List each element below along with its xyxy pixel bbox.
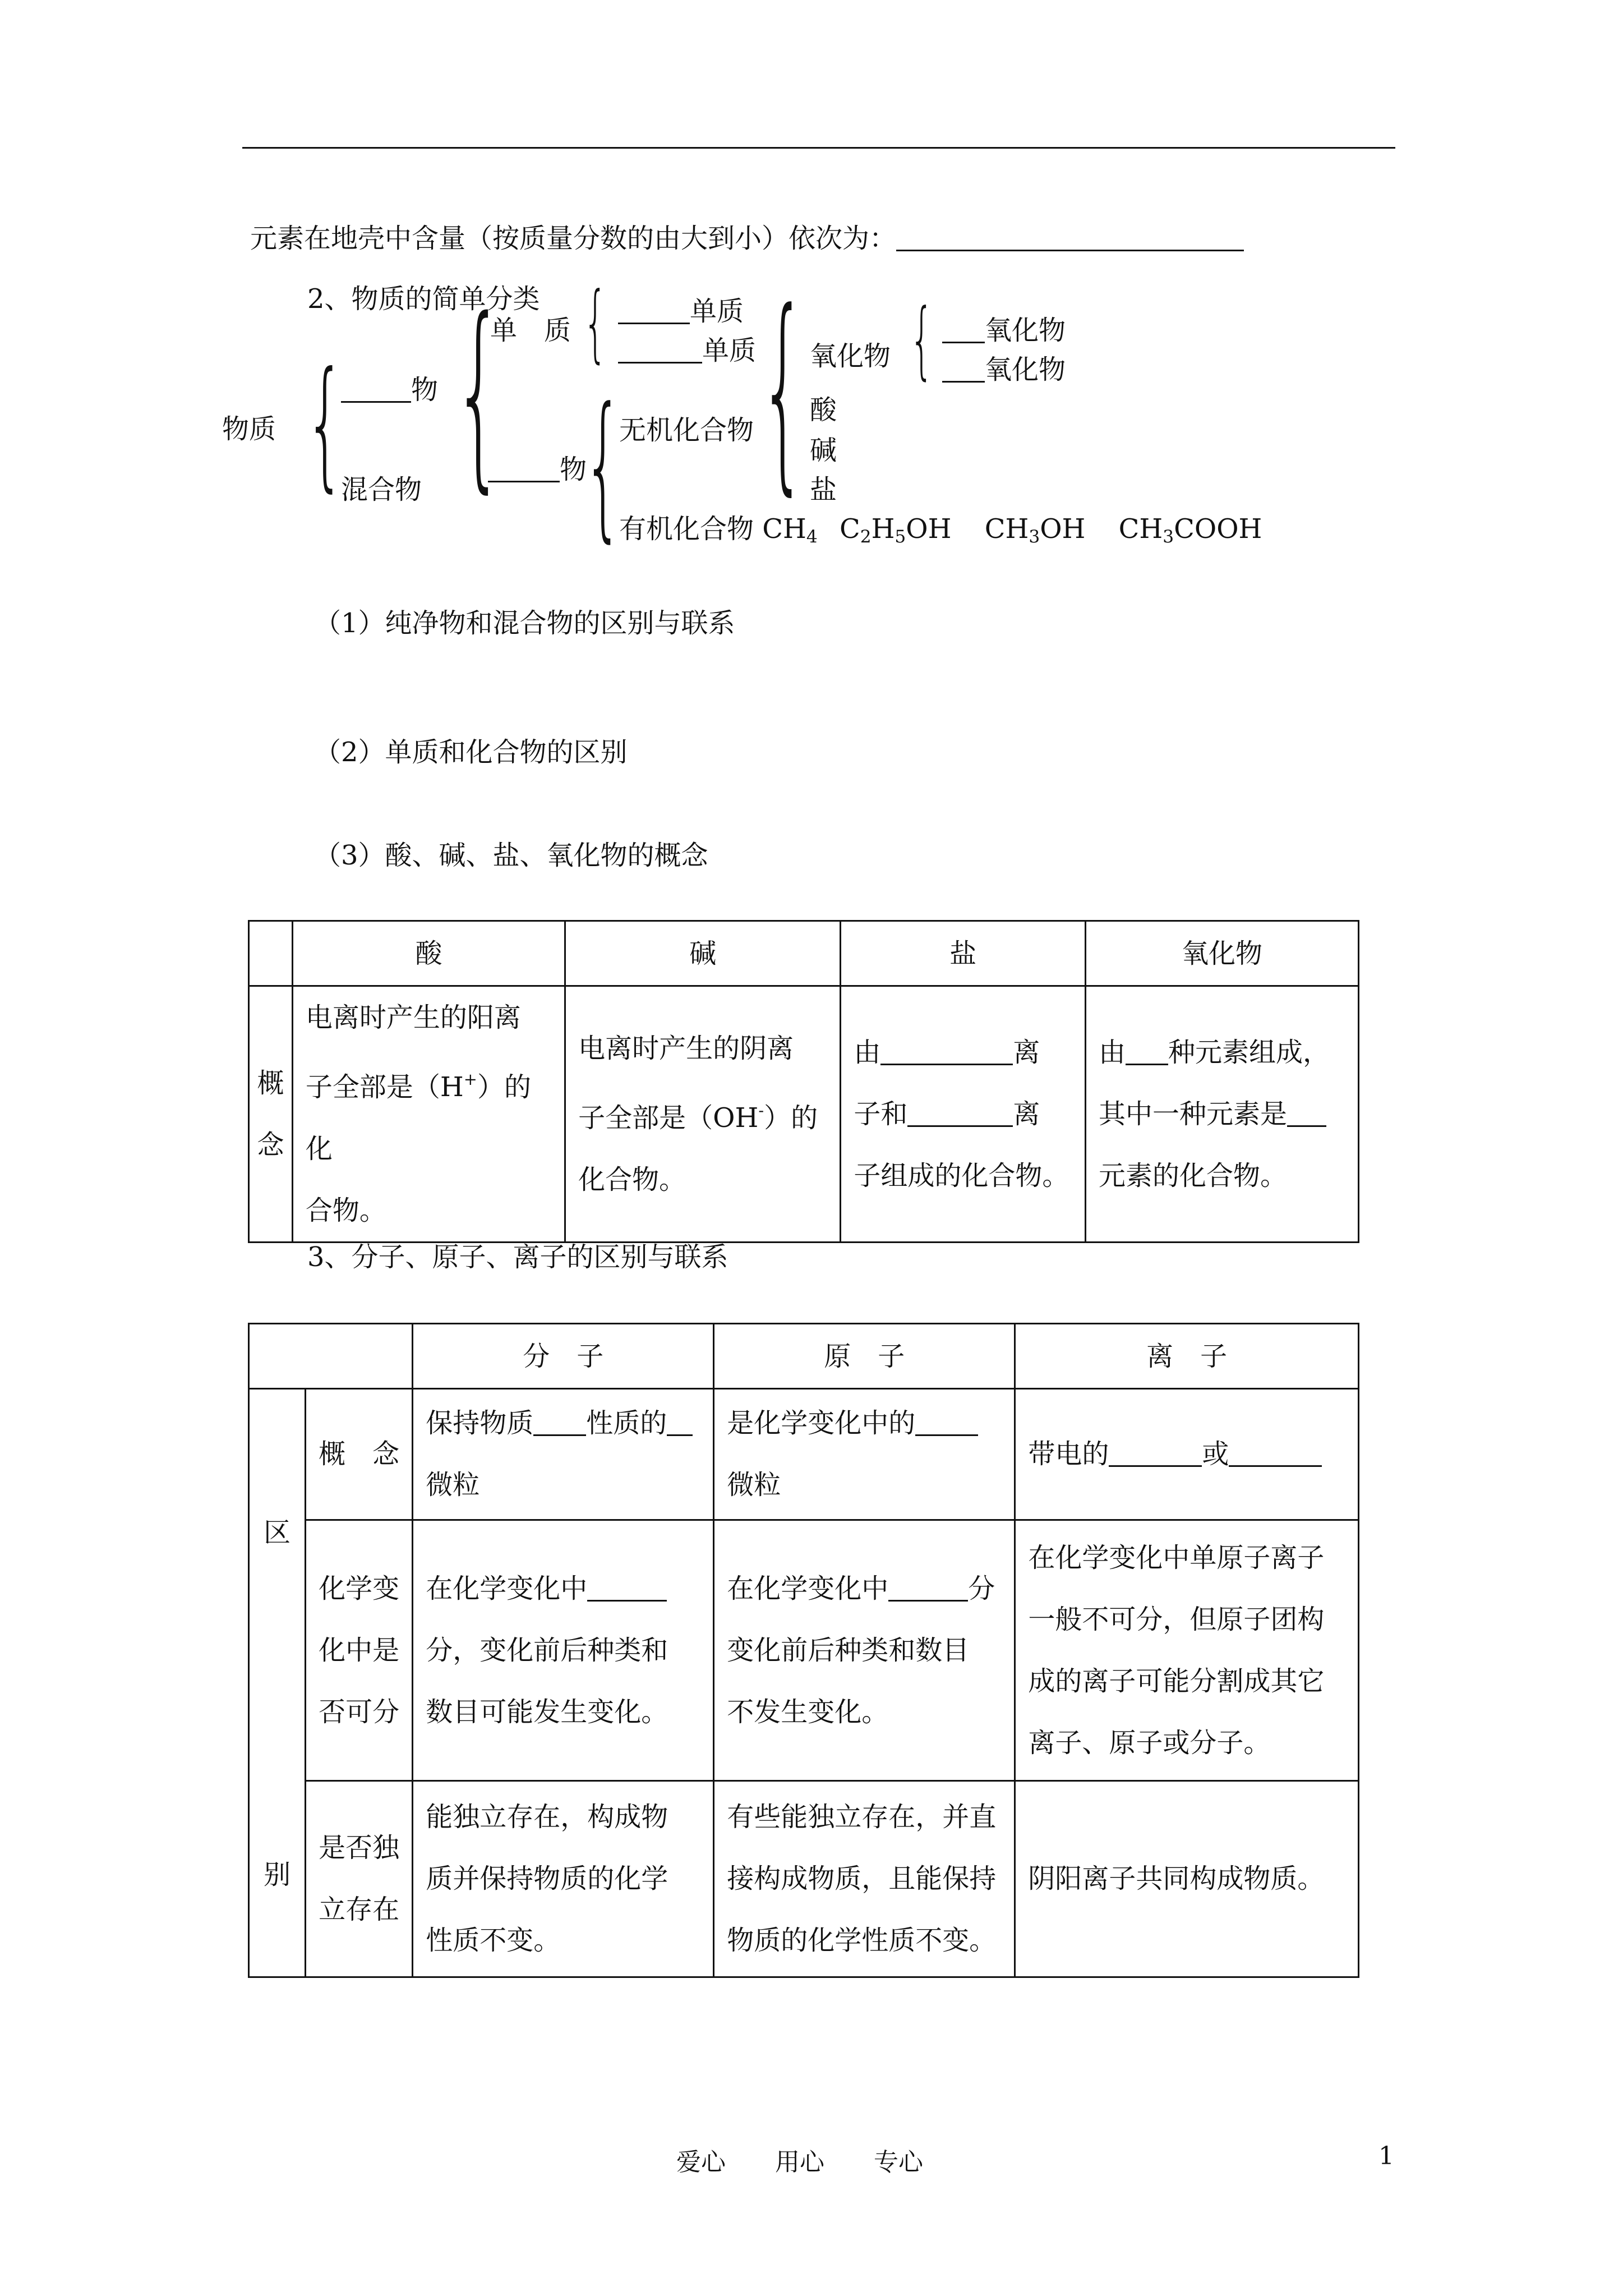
- acid-line-3: 合物。: [305, 1195, 386, 1227]
- acid-node: 酸: [810, 394, 837, 426]
- inorganic-brace: {: [759, 265, 807, 514]
- ethanol-h: H: [871, 513, 895, 545]
- ethanol-c: C: [839, 513, 860, 545]
- divisible-label-3: 否可分: [319, 1696, 400, 1728]
- header-salt: 盐: [841, 921, 1086, 986]
- atom-ind-3: 物质的化学性质不变。: [727, 1925, 997, 1957]
- salt-node: 盐: [810, 474, 837, 505]
- pure-brace: {: [453, 275, 505, 510]
- base-definition: [565, 986, 841, 1243]
- row-label-concept: 概 念: [306, 1389, 413, 1520]
- formula-ch3cooh: [1119, 513, 1262, 545]
- acetic-cooh: COOH: [1174, 513, 1262, 545]
- oxide-line-2: [1099, 1083, 1345, 1145]
- pure-suffix: 物: [411, 374, 439, 406]
- salt-line-2b: 离: [1013, 1098, 1040, 1130]
- header-ion: 离 子: [1015, 1324, 1359, 1389]
- compound-blank: [488, 454, 560, 482]
- atom-div-a: 在化学变化中: [727, 1572, 889, 1604]
- methanol-sub: 3: [1029, 526, 1040, 547]
- ion-div-line-1: 在化学变化中单原子离子: [1028, 1542, 1325, 1573]
- ion-blank-1: [1109, 1438, 1202, 1467]
- ion-div-line-3: 成的离子可能分割成其它: [1028, 1665, 1325, 1697]
- acetic-sub: 3: [1163, 526, 1174, 547]
- header-rule: [242, 147, 1395, 149]
- header-oxide: 氧化物: [1085, 921, 1358, 986]
- elemental-brace: {: [583, 274, 607, 372]
- compound-brace: {: [583, 374, 624, 557]
- inorganic-node: 无机化合物: [619, 415, 754, 446]
- salt-blank-2: [907, 1098, 1013, 1127]
- molecule-div-a: 在化学变化中: [426, 1572, 588, 1604]
- particle-row-concept: [249, 1389, 1359, 1520]
- ethanol-sub2: 5: [895, 526, 906, 547]
- salt-line-3: 子组成的化合物。: [854, 1160, 1069, 1192]
- oxide-suffix-2: 氧化物: [985, 354, 1066, 385]
- header-molecule: 分 子: [413, 1324, 714, 1389]
- particle-row-divisible: [249, 1520, 1359, 1780]
- oxide-sub-1: [942, 309, 1066, 347]
- header-base: 碱: [565, 921, 841, 986]
- base-line-2: [578, 1079, 827, 1149]
- elemental-blank-1: [618, 296, 690, 324]
- acid-line-2: [306, 1048, 552, 1180]
- atom-concept-a: 是化学变化中的: [727, 1407, 916, 1439]
- mixture-node: 混合物: [341, 474, 422, 505]
- particle-row-independent: [249, 1780, 1359, 1977]
- organic-node: [619, 507, 1262, 547]
- molecule-ind-2: 质并保持物质的化学: [426, 1863, 668, 1895]
- base-line-3: 化合物。: [578, 1164, 686, 1196]
- concept-table-header: [249, 921, 1359, 986]
- molecule-independent: [413, 1780, 714, 1977]
- concept-table: [248, 920, 1359, 1243]
- ethanol-oh: OH: [906, 513, 952, 545]
- root-brace: {: [305, 342, 345, 505]
- acetic-ch: CH: [1118, 513, 1163, 545]
- atom-div-b: 分: [968, 1572, 995, 1604]
- header-atom: 原 子: [714, 1324, 1015, 1389]
- methanol-oh: OH: [1040, 513, 1086, 545]
- atom-concept-line-1: [727, 1392, 1002, 1454]
- header-acid: 酸: [292, 921, 565, 986]
- atom-ind-1: 有些能独立存在，并直: [727, 1801, 997, 1833]
- molecule-div-c: 数目可能发生变化。: [426, 1696, 668, 1728]
- molecule-div-blank: [587, 1573, 667, 1602]
- ion-concept-b: 或: [1202, 1438, 1229, 1470]
- oxide-line-1b: 种元素组成，: [1168, 1037, 1330, 1069]
- methanol-ch: CH: [984, 513, 1029, 545]
- divisible-label-1: 化学变: [319, 1572, 400, 1604]
- elemental-suffix-2: 单质: [702, 335, 757, 366]
- ch4-sub: 4: [806, 526, 818, 547]
- pure-substance-node: [341, 368, 438, 407]
- oxide-blank-1: [942, 315, 985, 343]
- acid-line-2b: ）的化: [305, 1071, 531, 1165]
- elemental-node: 单 质: [490, 315, 571, 346]
- ion-independent: 阴阳离子共同构成物质。: [1015, 1780, 1359, 1977]
- h-plus-sup: +: [463, 1070, 477, 1089]
- oxide-blank-a: [1126, 1037, 1168, 1065]
- molecule-concept-line-1: [426, 1392, 700, 1454]
- side-label-bottom: 别: [264, 1859, 291, 1890]
- oxide-node: 氧化物: [810, 341, 891, 372]
- base-line-1: 电离时产生的阴离: [578, 1033, 794, 1064]
- concept-row-label: [249, 986, 293, 1243]
- molecule-concept-c: 微粒: [426, 1469, 480, 1501]
- oxide-definition: [1085, 986, 1358, 1243]
- ion-blank-2: [1229, 1438, 1322, 1467]
- corner-cell-2: [249, 1324, 413, 1389]
- compound-suffix: 物: [560, 454, 587, 485]
- atom-div-line-1: [727, 1558, 1002, 1619]
- molecule-concept-a: 保持物质: [426, 1407, 534, 1439]
- salt-line-2a: 子和: [854, 1098, 908, 1130]
- ion-div-line-2: 一般不可分，但原子团构: [1028, 1603, 1325, 1635]
- acid-definition: [292, 986, 565, 1243]
- concept-row: [249, 986, 1359, 1243]
- independent-label-1: 是否独: [319, 1832, 400, 1864]
- ethanol-sub1: 2: [860, 526, 872, 547]
- salt-definition: [841, 986, 1086, 1243]
- question-2: （2）单质和化合物的区别: [314, 737, 628, 768]
- formula-ch4: [762, 513, 817, 545]
- oh-minus-sup: -: [758, 1101, 764, 1120]
- oxide-suffix-1: 氧化物: [985, 315, 1066, 346]
- pure-blank: [341, 374, 411, 403]
- acid-line-1: 电离时产生的阳离: [305, 1002, 521, 1033]
- compound-node: [488, 448, 587, 486]
- side-label-difference: [249, 1389, 306, 1977]
- atom-blank-1: [915, 1407, 978, 1436]
- salt-blank-1: [880, 1037, 1013, 1065]
- oxide-line-2a: 其中一种元素是: [1098, 1098, 1287, 1130]
- base-node: 碱: [810, 435, 837, 466]
- atom-div-blank: [888, 1573, 968, 1602]
- molecule-divisible: [413, 1520, 714, 1780]
- oxide-blank-2: [942, 354, 985, 383]
- particle-table: [248, 1323, 1359, 1978]
- base-line-2b: ）的: [764, 1102, 818, 1134]
- atom-concept-b: 微粒: [727, 1469, 781, 1501]
- molecule-ind-1: 能独立存在，构成物: [426, 1801, 668, 1833]
- formula-c2h5oh: [840, 513, 952, 545]
- concept-label-text: 概念: [257, 1068, 284, 1161]
- salt-line-1a: 由: [854, 1037, 881, 1069]
- side-label-box: [250, 1389, 305, 1976]
- footer-motto: 爱心 用心 专心: [676, 2148, 923, 2177]
- oxide-line-3: 元素的化合物。: [1098, 1160, 1287, 1192]
- elemental-suffix-1: 单质: [690, 296, 744, 327]
- base-line-2a: 子全部是（OH: [578, 1102, 759, 1134]
- salt-line-1: [854, 1022, 1072, 1083]
- ion-concept: [1015, 1389, 1359, 1520]
- oxide-sub-2: [942, 348, 1066, 386]
- organic-label: 有机化合物: [619, 513, 754, 545]
- question-1: （1）纯净物和混合物的区别与联系: [314, 608, 735, 639]
- question-3: （3）酸、碱、盐、氧化物的概念: [314, 840, 708, 871]
- row-label-independent: [306, 1780, 413, 1977]
- formula-ch3oh: [985, 513, 1086, 545]
- oxide-brace: {: [910, 291, 934, 389]
- molecule-concept: [413, 1389, 714, 1520]
- elemental-sub-2: [618, 329, 756, 367]
- independent-label-2: 立存在: [319, 1894, 400, 1926]
- section-3-title: 3、分子、原子、离子的区别与联系: [307, 1241, 728, 1273]
- atom-div-c: 变化前后种类和数目: [727, 1634, 970, 1666]
- atom-div-d: 不发生变化。: [727, 1696, 889, 1728]
- intro-text: [250, 217, 1244, 255]
- divisible-label-2: 化中是: [319, 1634, 400, 1666]
- ion-div-line-4: 离子、原子或分子。: [1028, 1727, 1271, 1759]
- ion-concept-a: 带电的: [1028, 1438, 1109, 1470]
- ion-divisible: [1015, 1520, 1359, 1780]
- elemental-blank-2: [618, 335, 702, 364]
- oxide-line-1: [1099, 1022, 1345, 1083]
- oxide-line-1a: 由: [1098, 1037, 1126, 1069]
- molecule-div-b: 分，变化前后种类和: [426, 1634, 668, 1666]
- elemental-sub-1: [618, 289, 744, 328]
- molecule-div-line-1: [426, 1558, 700, 1619]
- intro-label: 元素在地壳中含量（按质量分数的由大到小）依次为：: [250, 223, 897, 254]
- salt-line-1b: 离: [1013, 1037, 1040, 1069]
- molecule-blank-2: [667, 1407, 693, 1436]
- tree-root-label: 物质: [222, 413, 276, 445]
- section-2-title: 2、物质的简单分类: [307, 283, 540, 315]
- oxide-blank-b: [1287, 1098, 1326, 1127]
- salt-line-2: [854, 1083, 1072, 1145]
- atom-divisible: [714, 1520, 1015, 1780]
- molecule-ind-3: 性质不变。: [426, 1925, 561, 1957]
- molecule-concept-b: 性质的: [586, 1407, 667, 1439]
- corner-cell: [249, 921, 293, 986]
- molecule-blank-1: [533, 1407, 586, 1436]
- acid-line-2a: 子全部是（H: [305, 1071, 464, 1103]
- row-label-divisible: [306, 1520, 413, 1780]
- page-number: 1: [1378, 2142, 1394, 2170]
- particle-table-header: [249, 1324, 1359, 1389]
- answer-blank: [896, 223, 1244, 251]
- ch4-a: CH: [762, 513, 806, 545]
- atom-ind-2: 接构成物质，且能保持: [727, 1863, 997, 1895]
- side-label-top: 区: [264, 1517, 291, 1548]
- atom-independent: [714, 1780, 1015, 1977]
- atom-concept: [714, 1389, 1015, 1520]
